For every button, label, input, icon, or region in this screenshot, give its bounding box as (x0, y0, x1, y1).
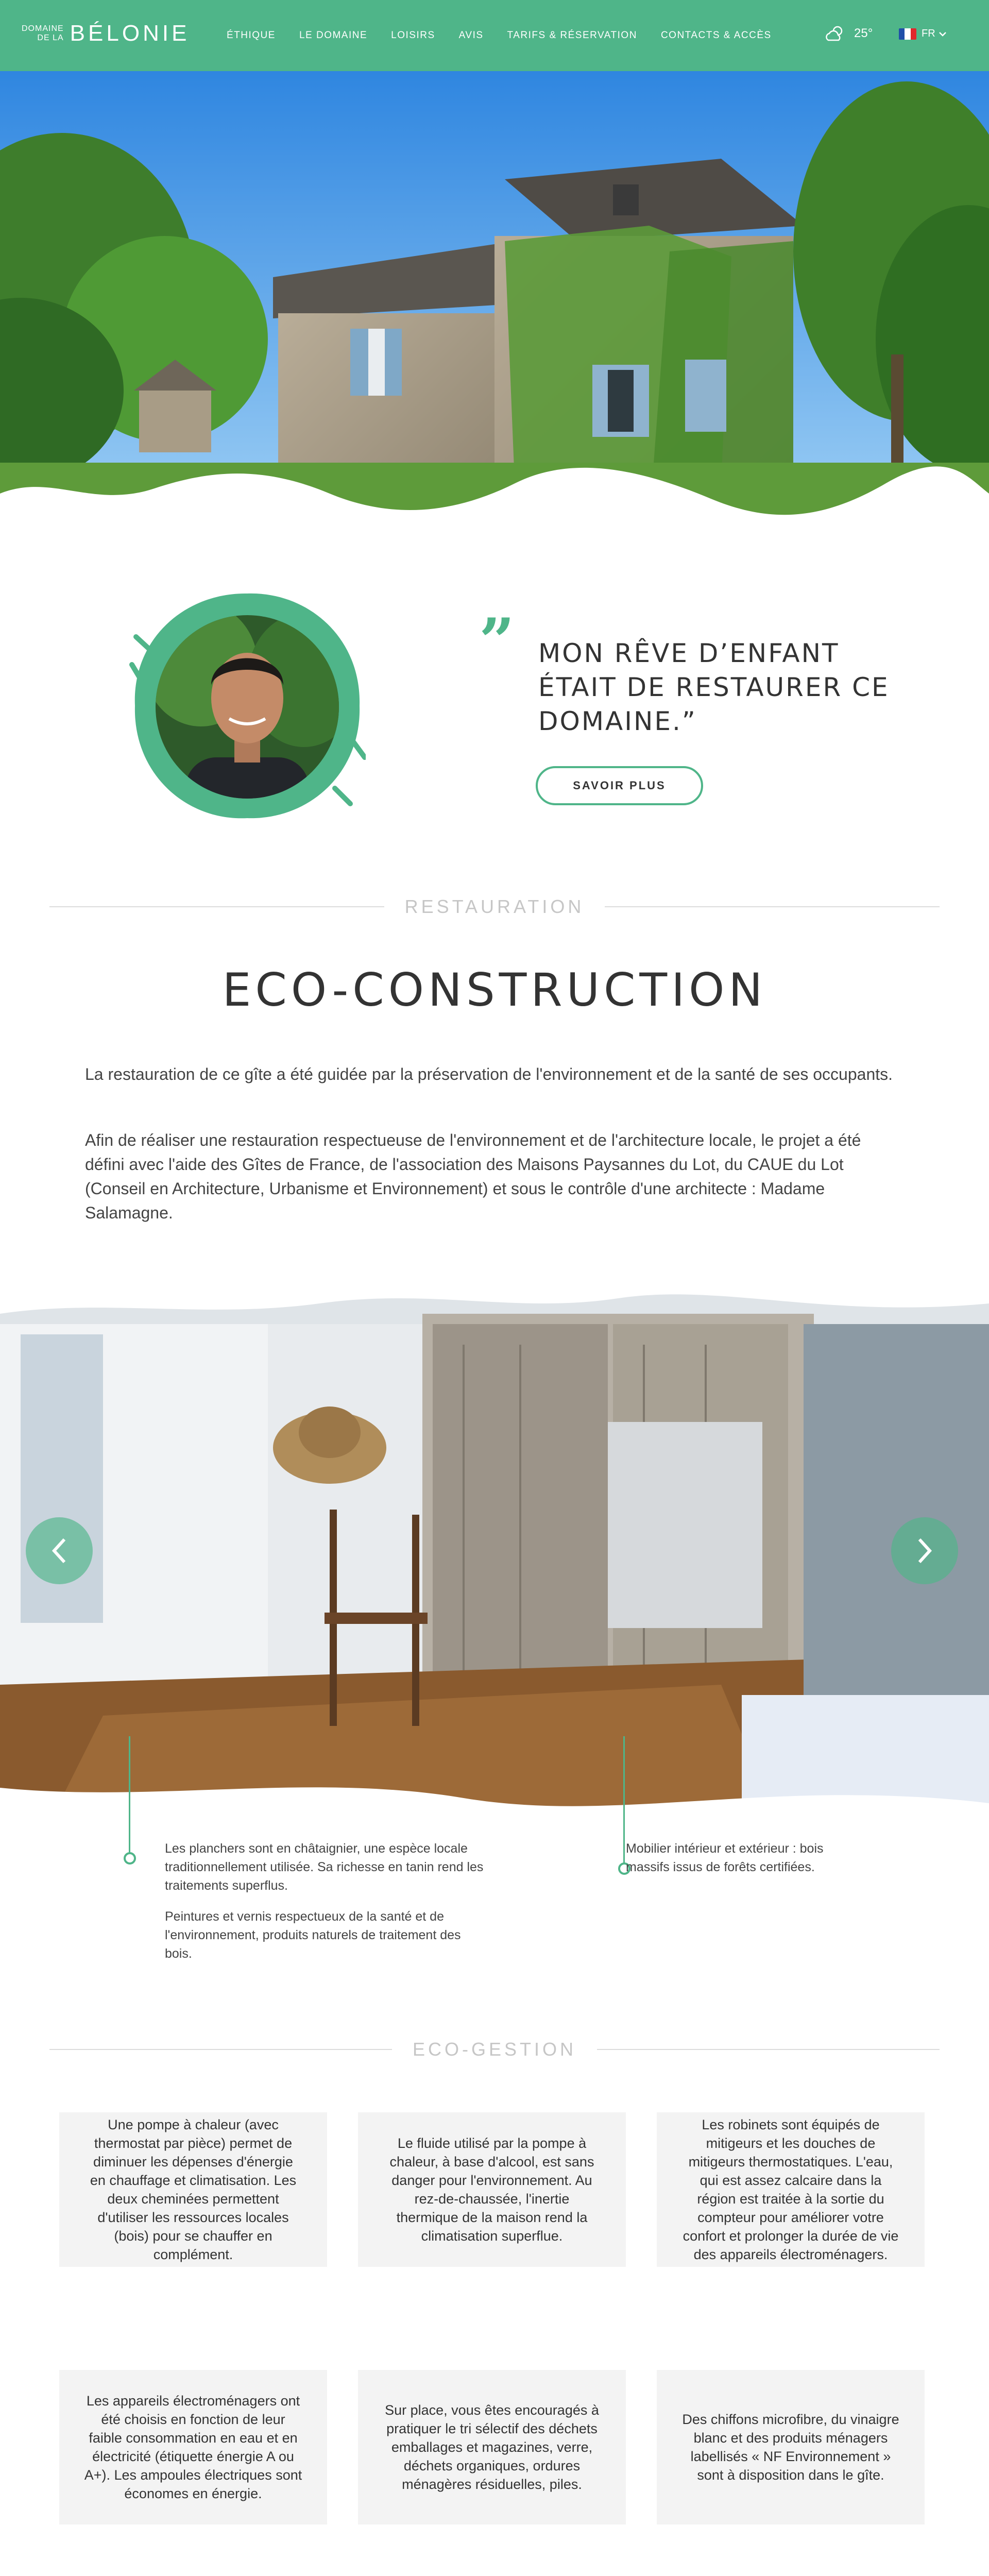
logo-small-line-2: DE LA (37, 33, 64, 42)
eco-card-heat-pump: Une pompe à chaleur (avec thermostat par pièce) permet de diminuer les dépenses d'énergie en chauffage et climatisation. Les deux cheminées permettent d'utiliser les ressources locales (bois) pour se chauffer en complément. (59, 2112, 327, 2267)
language-value: FR (922, 28, 935, 39)
site-logo[interactable] (22, 21, 190, 46)
logo-small-line-1: DOMAINE (22, 24, 64, 33)
pin-marker (124, 1852, 136, 1865)
quote-marks: ” (479, 605, 515, 677)
french-flag-icon (899, 28, 916, 40)
nav-item-ethique[interactable]: ÉTHIQUE (227, 30, 276, 41)
page-title: ECO-CONSTRUCTION (222, 963, 767, 1016)
top-navigation (0, 0, 989, 71)
cloud-sun-icon (824, 25, 847, 42)
temperature-value: 25° (854, 26, 873, 40)
quote-text: MON RÊVE D’ENFANT ÉTAIT DE RESTAURER CE DOMAINE.” (538, 638, 890, 736)
restauration-detail-text: Afin de réaliser une restauration respectueuse de l'environnement et de l'architecture locale, le projet a été défini avec l'aide des Gîtes de France, de l'association des Maisons Paysannes du Lot, du CAUE du Lot (Conseil en Architecture, Urbanisme et Environnement) et sous le contrôle d'une architecte : Madame Salamagne. (85, 1131, 861, 1222)
paint-caption: Peintures et vernis respectueux de la santé et de l'environnement, produits naturels de traitement des bois. (165, 1909, 461, 1961)
nav-item-le-domaine[interactable]: LE DOMAINE (299, 30, 368, 41)
section-label: RESTAURATION (404, 896, 585, 917)
slider-next-button[interactable] (891, 1517, 958, 1584)
section-header-eco-gestion (49, 2039, 940, 2060)
main-menu (227, 30, 795, 41)
eco-card-taps: Les robinets sont équipés de mitigeurs et les douches de mitigeurs thermostatiques. L'eau, qui est assez calcaire dans la région est traitée à la sortie du compteur pour améliorer votre confort et prolonger la durée de vie des appareils électroménagers. (657, 2112, 925, 2267)
slider-prev-button[interactable] (26, 1517, 93, 1584)
eco-card-appliances: Les appareils électroménagers ont été choisis en fonction de leur faible consommation en eau et en électricité (étiquette énergie A ou A+). Les ampoules électriques sont économes en énergie. (59, 2370, 327, 2524)
chevron-right-icon (914, 1535, 935, 1566)
read-more-button[interactable]: SAVOIR PLUS (536, 766, 703, 805)
section-label: ECO-GESTION (412, 2039, 577, 2060)
eco-card-cleaning: Des chiffons microfibre, du vinaigre blanc et des produits ménagers labellisés « NF Environnement » sont à disposition dans le gîte. (657, 2370, 925, 2524)
nav-item-contacts-acces[interactable]: CONTACTS & ACCÈS (660, 30, 772, 41)
nav-item-avis[interactable]: AVIS (458, 30, 484, 41)
nav-item-loisirs[interactable]: LOISIRS (391, 30, 435, 41)
furniture-caption: Mobilier intérieur et extérieur : bois massifs issus de forêts certifiées. (626, 1841, 824, 1874)
hero-image (0, 71, 989, 535)
eco-card-fluid: Le fluide utilisé par la pompe à chaleur, à base d'alcool, est sans danger pour l'environnement. Au rez-de-chaussée, l'inertie thermique de la maison rend la climatisation superflue. (358, 2112, 626, 2267)
interior-room-photo (0, 1293, 989, 1819)
interior-slider (0, 1293, 989, 1819)
weather-widget (824, 25, 873, 42)
nav-item-tarifs-reservation[interactable]: TARIFS & RÉSERVATION (507, 30, 637, 41)
chevron-left-icon (49, 1535, 70, 1566)
owner-portrait (129, 587, 366, 824)
pin-line (623, 1736, 625, 1865)
pin-line (129, 1736, 130, 1855)
section-header-restauration (49, 896, 940, 917)
logo-wordmark: BÉLONIE (70, 21, 190, 46)
restauration-intro-text: La restauration de ce gîte a été guidée par la préservation de l'environnement et de la santé de ses occupants. (85, 1065, 893, 1083)
eco-card-recycling: Sur place, vous êtes encouragés à pratiquer le tri sélectif des déchets emballages et magazines, verre, déchets organiques, ordures ménagères résiduelles, piles. (358, 2370, 626, 2524)
chevron-down-icon (939, 31, 947, 37)
brush-edge-decoration (0, 463, 989, 535)
floor-caption: Les planchers sont en châtaignier, une espèce locale traditionnellement utilisée. Sa richesse en tanin rend les traitements superflus. (165, 1841, 484, 1893)
language-selector[interactable] (899, 28, 947, 40)
